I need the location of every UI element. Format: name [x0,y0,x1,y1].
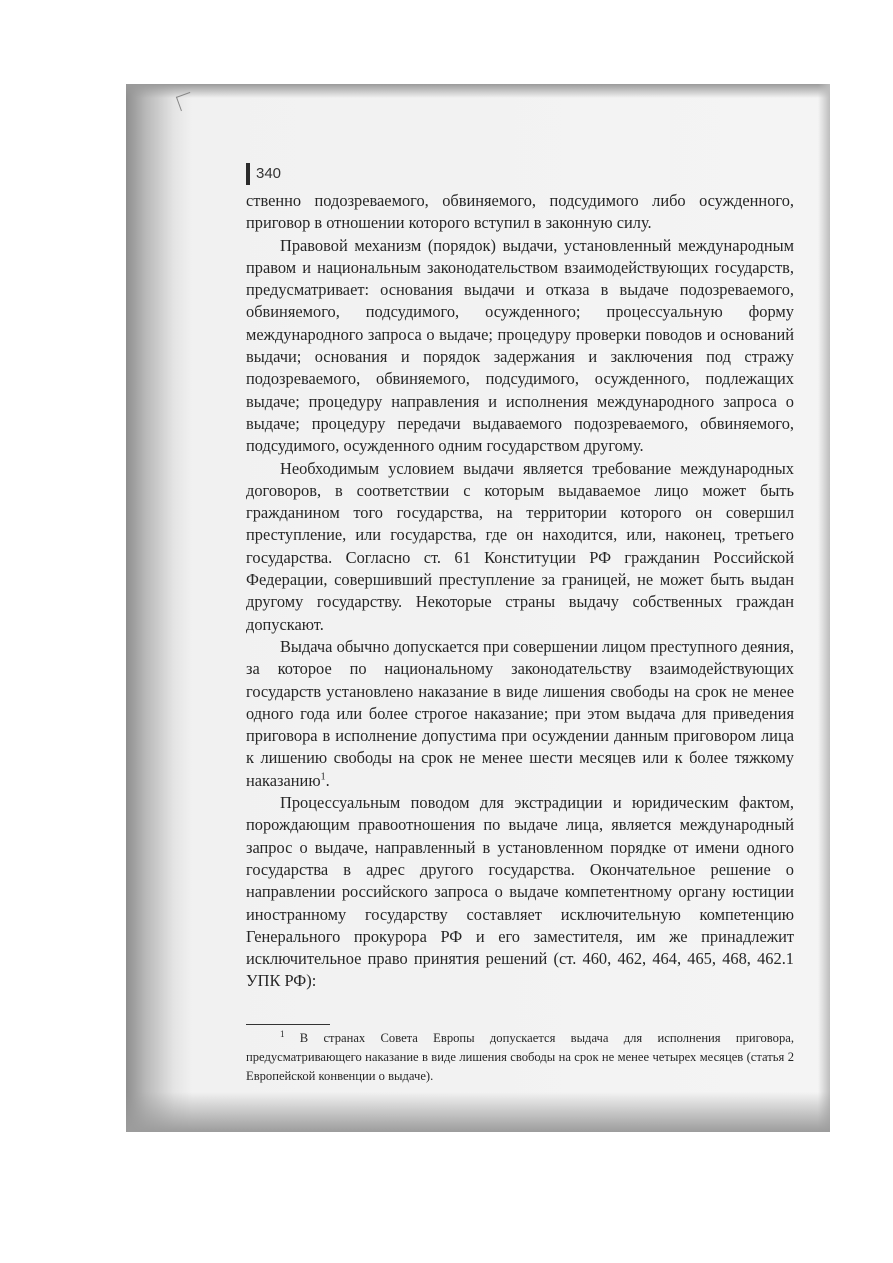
paragraph-extradition-penalty [246,636,794,792]
scan-bottom-shadow [126,1092,830,1132]
paragraph-extradition-condition: Необходимым условием выдачи является требование международных договоров, в соответствии с которым выдаваемое лицо может быть гражданином того государства, на территории которого он совершил преступление, или государства, где он находится, или, наконец, третьего государства. Согласно ст. 61 Конституции РФ гражданин Российской Федерации, совершивший преступление за границей, не может быть выдан другому государству. Некоторые страны выдачу собственных граждан допускают. [246,458,794,634]
page-number-bar [246,163,250,185]
paragraph-end-punctuation: . [325,770,330,790]
scan-top-shadow [126,84,830,98]
footnote-reference: 1 [320,771,326,783]
footnote-text: В странах Совета Европы допускается выдача для исполнения приговора, предусматривающего наказание в виде лишения свободы на срок не менее четырех месяцев (статья 2 Европейской конвенции о выдаче). [246,1030,794,1083]
book-page [246,160,794,1086]
page-number: 340 [256,165,282,182]
scan-right-shadow [818,84,830,1132]
body-text [246,190,794,993]
paragraph-extradition-penalty-text: Выдача обычно допускается при совершении лицом преступного деяния, за которое по национальному законодательству взаимодействующих государств установлено наказание в виде лишения свободы на срок не менее одного года или более строгое наказание; при этом выдача для приведения приговора в исполнение допустима при осуждении данным приговором лица к лишению свободы на срок не менее шести месяцев или к более тяжкому наказанию [246,636,794,790]
footnote-marker: 1 [280,1028,285,1039]
paragraph-continuation: ственно подозреваемого, обвиняемого, подсудимого либо осужденного, приговор в отношении которого вступил в законную силу. [246,191,794,233]
paragraph-extradition-request: Процессуальным поводом для экстрадиции и юридическим фактом, порождающим правоотношения по выдаче лица, является международный запрос о выдаче, направленный в установленном порядке от имени одного государства в адрес другого государства. Окончательное решение о направлении российского запроса о выдаче компетентному органу юстиции иностранному государству составляет исключительную компетенцию Генерального прокурора РФ и его заместителя, им же принадлежит исключительное право принятия решений (ст. 460, 462, 464, 465, 468, 462.1 УПК РФ): [246,793,794,991]
footnote-separator [246,1024,330,1025]
footnote [246,1029,794,1086]
paragraph-extradition-mechanism: Правовой механизм (порядок) выдачи, установленный международным правом и национальным законодательством взаимодействующих государств, предусматривает: основания выдачи и отказа в выдаче подозреваемого, обвиняемого, подсудимого, осужденного; процессуальную форму международного запроса о выдаче; процедуру проверки поводов и оснований выдачи; основания и порядок задержания и заключения под стражу подозреваемого, обвиняемого, подсудимого, осужденного, подлежащих выдаче; процедуру направления и исполнения международного запроса о выдаче; процедуру передачи выдаваемого подозреваемого, обвиняемого, подсудимого, осужденного одним государством другому. [246,235,794,456]
page-header [246,160,794,190]
